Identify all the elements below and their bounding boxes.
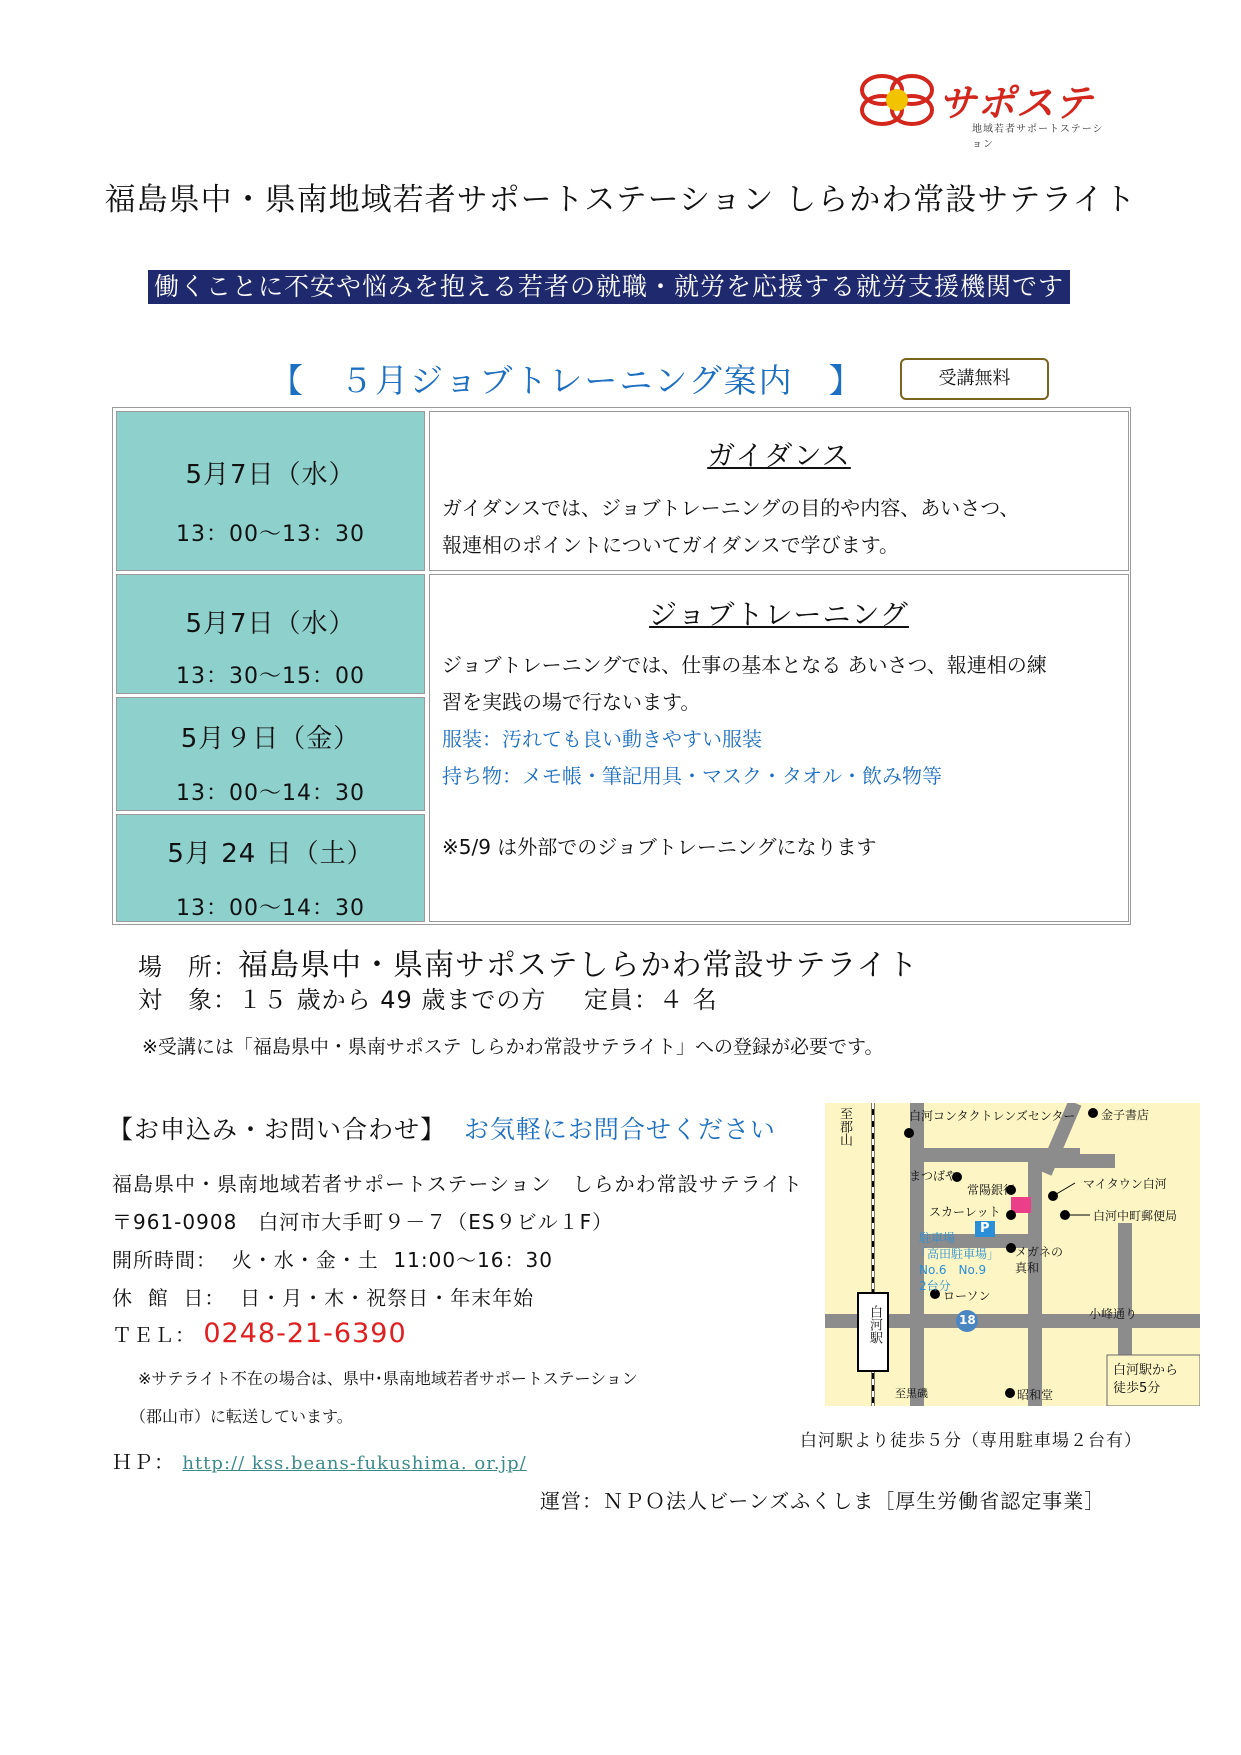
map-label-showado: 昭和堂	[1017, 1388, 1054, 1402]
date-label: 5月7日（水）	[185, 609, 356, 639]
map-label-post-office: 白河中町郵便局	[1093, 1209, 1178, 1223]
parking-sign-icon: P	[980, 1221, 990, 1236]
map-label-parking-no: No.6 No.9	[919, 1263, 987, 1277]
training-cell	[429, 574, 1129, 922]
guidance-cell	[429, 411, 1129, 571]
forward-note-2: （郡山市）に転送しています。	[130, 1407, 353, 1426]
place-row	[138, 940, 919, 984]
guidance-desc-2: 報連相のポイントについてガイダンスで学びます。	[442, 533, 899, 557]
hp-label: ＨＰ：	[112, 1450, 175, 1474]
map-label-matsubaya: まつばや	[909, 1169, 958, 1183]
map-label-kurobane: 至黒磯	[895, 1387, 928, 1400]
map-label-scarlet: スカーレット	[929, 1205, 1001, 1219]
date-label: 5月7日（水）	[185, 460, 356, 490]
contact-hours: 開所時間： 火・水・金・土 11:00～16：30	[112, 1248, 553, 1272]
contact-heading-row	[108, 1110, 776, 1146]
target-label: 対 象：	[138, 986, 238, 1014]
training-items: 持ち物：メモ帳・筆記用具・マスク・タオル・飲み物等	[442, 764, 942, 788]
forward-note-1: ※サテライト不在の場合は、県中･県南地域若者サポートステーション	[138, 1369, 638, 1388]
date-cell-training-1	[116, 574, 425, 694]
place-label: 場 所：	[138, 953, 238, 981]
page-title: 福島県中・県南地域若者サポートステーション しらかわ常設サテライト	[104, 182, 1137, 218]
date-cell-training-2	[116, 697, 425, 811]
map-label-contact-center: 白河コンタクトレンズセンター	[909, 1109, 1076, 1123]
map-label-glasses-2: 真和	[1015, 1261, 1040, 1275]
training-attire: 服装：汚れても良い動きやすい服装	[442, 727, 762, 751]
time-label: 13：00～13：30	[176, 522, 365, 547]
map-label-parking-title: 駐車場	[919, 1231, 956, 1245]
time-label: 13：00～14：30	[176, 781, 365, 806]
map-label-walk-2: 徒歩5分	[1113, 1381, 1161, 1396]
date-cell-guidance	[116, 411, 425, 571]
time-label: 13：30～15：00	[176, 664, 365, 689]
flower-logo-icon	[860, 68, 938, 130]
map-label-lawson: ローソン	[943, 1289, 991, 1303]
place-value: 福島県中・県南サポステしらかわ常設サテライト	[238, 948, 919, 983]
map-label-glasses-1: メガネの	[1015, 1245, 1064, 1259]
date-label: 5月９日（金）	[180, 724, 361, 754]
capacity: 定員：４ 名	[584, 986, 718, 1014]
registration-note: ※受講には「福島県中・県南サポステ しらかわ常設サテライト」への登録が必要です。	[142, 1036, 884, 1058]
free-badge: 受講無料	[900, 358, 1049, 400]
logo-text: サポステ	[938, 81, 1094, 125]
schedule-title: 【 ５月ジョブトレーニング案内 】	[270, 361, 864, 400]
contact-subheading: お気軽にお問合せください	[463, 1115, 776, 1144]
target-row	[138, 980, 546, 1015]
map-label-kaneko: 金子書店	[1101, 1108, 1150, 1122]
training-note: ※5/9 は外部でのジョブトレーニングになります	[442, 835, 877, 859]
map-label-parking-count: 2台分	[919, 1279, 951, 1293]
route-18-icon: 18	[959, 1313, 976, 1327]
contact-closed: 休 館 日： 日・月・木・祝祭日・年末年始	[112, 1286, 535, 1310]
guidance-desc-1: ガイダンスでは、ジョブトレーニングの目的や内容、あいさつ、	[442, 496, 1020, 520]
logo-subtext: 地域若者サポートステーション	[972, 124, 1104, 150]
guidance-heading: ガイダンス	[707, 439, 851, 472]
training-desc-2: 習を実践の場で行ないます。	[442, 690, 701, 714]
operator-line: 運営：ＮＰＯ法人ビーンズふくしま［厚生労働省認定事業］	[540, 1489, 1106, 1513]
tel-label: ＴＥＬ：	[112, 1323, 196, 1347]
map-label-mytown: マイタウン白河	[1083, 1177, 1167, 1191]
tel-number[interactable]: 0248-21-6390	[203, 1318, 407, 1349]
access-map	[825, 1103, 1200, 1406]
hp-link[interactable]: http:// kss.beans-fukushima. or.jp/	[182, 1453, 527, 1474]
date-label: 5月 24 日（土）	[167, 839, 374, 869]
map-label-joyo-bank: 常陽銀行	[967, 1183, 1016, 1197]
training-desc-1: ジョブトレーニングでは、仕事の基本となる あいさつ、報連相の練	[442, 653, 1047, 677]
map-label-komine: 小峰通り	[1089, 1307, 1138, 1321]
tagline-banner: 働くことに不安や悩みを抱える若者の就職・就労を応援する就労支援機関です	[148, 270, 1070, 304]
contact-address: 〒961-0908 白河市大手町９－７（ES９ビル１F）	[112, 1210, 614, 1234]
map-label-parking-name: 「高田駐車場」	[915, 1247, 1000, 1261]
contact-org: 福島県中・県南地域若者サポートステーション しらかわ常設サテライト	[112, 1172, 803, 1196]
contact-heading: 【お申込み・お問い合わせ】	[108, 1115, 447, 1144]
hp-row	[112, 1446, 527, 1475]
tel-row	[112, 1318, 407, 1349]
target-value: １５ 歳から 49 歳までの方	[238, 986, 547, 1014]
map-label-koriyama: 至郡山	[837, 1107, 852, 1146]
saposte-logo	[860, 68, 1112, 150]
schedule-table	[112, 407, 1131, 925]
time-label: 13：00～14：30	[176, 896, 365, 921]
map-label-station: 白河駅	[867, 1305, 882, 1344]
map-label-walk-1: 白河駅から	[1113, 1363, 1179, 1378]
date-cell-training-3	[116, 814, 425, 922]
training-heading: ジョブトレーニング	[649, 598, 909, 631]
map-caption: 白河駅より徒歩５分（専用駐車場２台有）	[800, 1431, 1142, 1451]
